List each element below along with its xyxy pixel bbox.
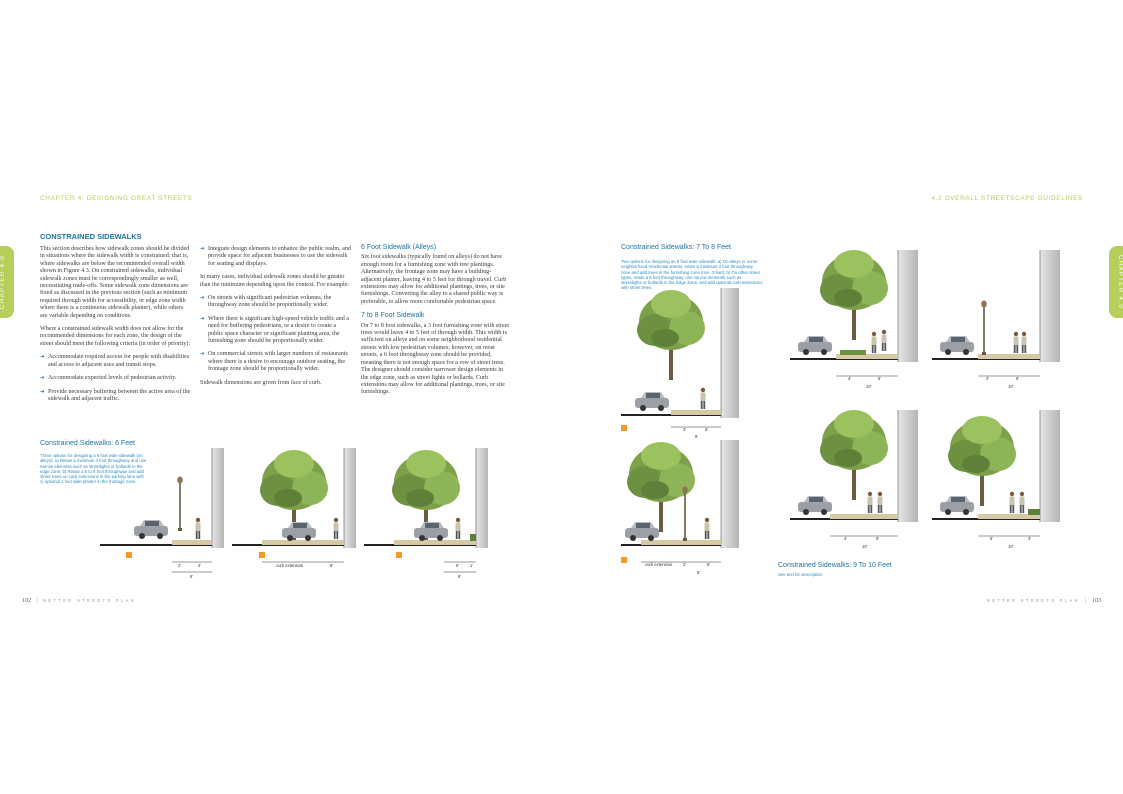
dim-label: 6' <box>330 563 334 568</box>
illustration-10ft-a <box>790 250 930 395</box>
subheading: 7 to 8 Foot Sidewalk <box>361 312 425 320</box>
paragraph: On 7 to 8 foot sidewalks, a 3 foot furnishing zone with street trees would leave 4 to 5 feet of through width. This width is sufficient on alleys and on some neighborhood residential streets with low pedestrian volumes; however, on most streets, a 6 foot throughway zone should be provided, meaning there is not enough space for a row of street trees. The designer should consider narrower design elements in the edge zone, such as street lights or bollards. Curb extensions may allow for additional plantings, trees, or site furnishings. <box>361 322 510 396</box>
dim-label: 6' <box>1016 376 1020 381</box>
bullet-item: ➔ On commercial streets with larger numbers of restaurants where there is a desire to encourage outdoor seating, the frontage zone should be proportionally wider. <box>200 351 348 373</box>
text-column-3 <box>361 244 511 403</box>
dim-label: 3' <box>986 376 990 381</box>
chapter-tab-left: CHAPTER 4.0 <box>0 246 14 318</box>
dim-label: 8' <box>695 434 699 438</box>
dim-label: 10' <box>866 384 872 389</box>
section-title: CONSTRAINED SIDEWALKS <box>40 232 142 241</box>
dim-label: 2' <box>178 563 182 568</box>
page-number: 102 <box>22 598 31 604</box>
dim-label: 4' <box>198 563 202 568</box>
arrow-icon: ➔ <box>200 295 205 302</box>
dim-label: 5' <box>456 563 460 568</box>
bullet-item: ➔ Accommodate expected levels of pedestrian activity. <box>40 375 177 382</box>
text-column-1 <box>40 246 192 409</box>
figure-title-7-8ft: Constrained Sidewalks: 7 To 8 Feet <box>621 244 731 251</box>
paragraph: Where a constrained sidewalk width does not allow for the recommended dimensions for each zone, the design of the street should meet the following criteria (in order of priority): <box>40 326 191 347</box>
bullet-item: ➔ Integrate design elements to enhance the public realm, and provide space for adjacent businesses to use the sidewalk for seating and displays. <box>200 246 351 267</box>
arrow-icon: ➔ <box>40 375 45 382</box>
bullet-item: ➔ Where there is significant high-speed vehicle traffic and a need for buffering pedestrians, or a desire to create a public space character or significant planting area, the furnishing zone should be proportionally wider. <box>200 315 349 345</box>
arrow-icon: ➔ <box>200 315 205 322</box>
dim-label: 3' <box>683 427 687 432</box>
illustration-8ft-a <box>621 288 749 438</box>
illustration-10ft-d <box>932 410 1072 555</box>
paragraph: Six foot sidewalks (typically found on alleys) do not have enough room for a furnishing zone with tree plantings. Alternatively, the frontage zone may have a building-adjacent planter, leaving 4 to 5 feet for through travel. Curb extensions may allow for additional plantings, trees, or site furnishings. Converting the alley to a shared public way is preferable, to allow more comfortable pedestrian space. <box>361 254 507 305</box>
dim-label: 6' <box>876 536 880 541</box>
dim-label: 4' <box>844 536 848 541</box>
folio-right: BETTER STREETS PLAN | 103 <box>987 598 1101 604</box>
badge-a <box>621 425 627 431</box>
paragraph: This section describes how sidewalk zones should be divided in situations where the sidewalk width is constrained: that is, where sidewalks are below the recommended overall width shown in Figure 4.3. On constrained sidewalks, individual sidewalk zones must be correspondingly smaller as well, necessitating trade-offs. Some sidewalk zone dimensions are fixed as discussed in the previous section (such as minimum required through width for accessibility, or edge zone width where there is a continuous sidewalk planter), while others are variable depending on conditions. <box>40 246 190 319</box>
dim-label: 10' <box>1008 384 1014 389</box>
bullet-item: ➔ On streets with significant pedestrian volumes, the throughway zone should be proportionally wider. <box>200 295 332 309</box>
illustration-10ft-b <box>932 250 1072 395</box>
dim-label: 6' <box>190 574 194 579</box>
dim-label: curb extension <box>276 563 304 568</box>
text-column-2 <box>200 246 352 393</box>
paragraph: Sidewalk dimensions are given from face of curb. <box>200 379 322 386</box>
running-head-left: CHAPTER 4: DESIGNING GREAT STREETS <box>40 195 193 202</box>
dim-label: 1' <box>470 563 474 568</box>
bullet-item: ➔ Provide necessary buffering between the active area of the sidewalk and adjacent traffic. <box>40 388 191 402</box>
figure-caption-6ft: Three options for designing a 6 foot wide sidewalk (on alleys): a) Retain a minimum 4 foot throughway and use narrow elements such as streetlights or bollards in the edge zone; b) Retain a 5 to 6 foot throughway and add street trees on curb extensions in the parking lane with c) optional 1 foot wide planter in the frontage zone. <box>40 453 147 485</box>
arrow-icon: ➔ <box>200 246 205 252</box>
arrow-icon: ➔ <box>40 388 45 395</box>
dim-label: 4' <box>848 376 852 381</box>
chapter-tab-right: CHAPTER 4.0 <box>1109 246 1123 318</box>
illustration-8ft-b <box>621 440 749 585</box>
folio-text: BETTER STREETS PLAN <box>987 598 1080 603</box>
illustration-6ft-c <box>364 448 494 583</box>
badge-b <box>621 557 627 563</box>
running-head-right: 4.2 OVERALL STREETSCAPE GUIDELINES <box>931 195 1083 202</box>
page-number: 103 <box>1092 598 1101 604</box>
dim-label: 6' <box>990 536 994 541</box>
dim-label: 6' <box>878 376 882 381</box>
dim-label: 10' <box>1008 544 1014 549</box>
dim-label: 3' <box>1028 536 1032 541</box>
dim-label: 8' <box>697 570 701 575</box>
figure-caption-9-10ft: See text for description. <box>778 572 824 577</box>
subheading: 6 Foot Sidewalk (Alleys) <box>361 244 437 251</box>
badge-c <box>396 552 402 558</box>
paragraph: In many cases, individual sidewalk zones should be greater than the minimum depending upon the context. For example: <box>200 274 350 288</box>
illustration-6ft-b <box>232 448 362 583</box>
arrow-icon: ➔ <box>200 351 205 358</box>
bullet-item: ➔ Accommodate required access for people with disabilities and access to adjacent uses and transit stops. <box>40 354 190 368</box>
figure-title-6ft: Constrained Sidewalks: 6 Feet <box>40 440 135 447</box>
arrow-icon: ➔ <box>40 354 45 361</box>
badge-b <box>259 552 265 558</box>
dim-label: curb extension <box>645 562 673 567</box>
dim-label: 2' <box>683 562 687 567</box>
illustration-10ft-c <box>790 410 930 555</box>
dim-label: 5' <box>705 427 709 432</box>
dim-label: 6' <box>707 562 711 567</box>
illustration-6ft-a <box>100 448 230 583</box>
figure-title-9-10ft: Constrained Sidewalks: 9 To 10 Feet <box>778 562 892 569</box>
badge-a <box>126 552 132 558</box>
folio-text: BETTER STREETS PLAN <box>43 598 136 603</box>
dim-label: 6' <box>458 574 462 579</box>
dim-label: 10' <box>862 544 868 549</box>
figure-caption-7-8ft: Two options for designing an 8 foot wide sidewalk: a) On alleys or some neighborhood residential streets, retain a minimum 4 foot throughway zone and add trees in the furnishing zone (min. 3 feet); b) On other street types, retain a 6 foot throughway, use narrow elements such as streetlights or bollards in the Edge Zone, and add optional curb extensions with street trees. <box>621 259 763 291</box>
folio-left: 102 | BETTER STREETS PLAN <box>22 598 136 604</box>
